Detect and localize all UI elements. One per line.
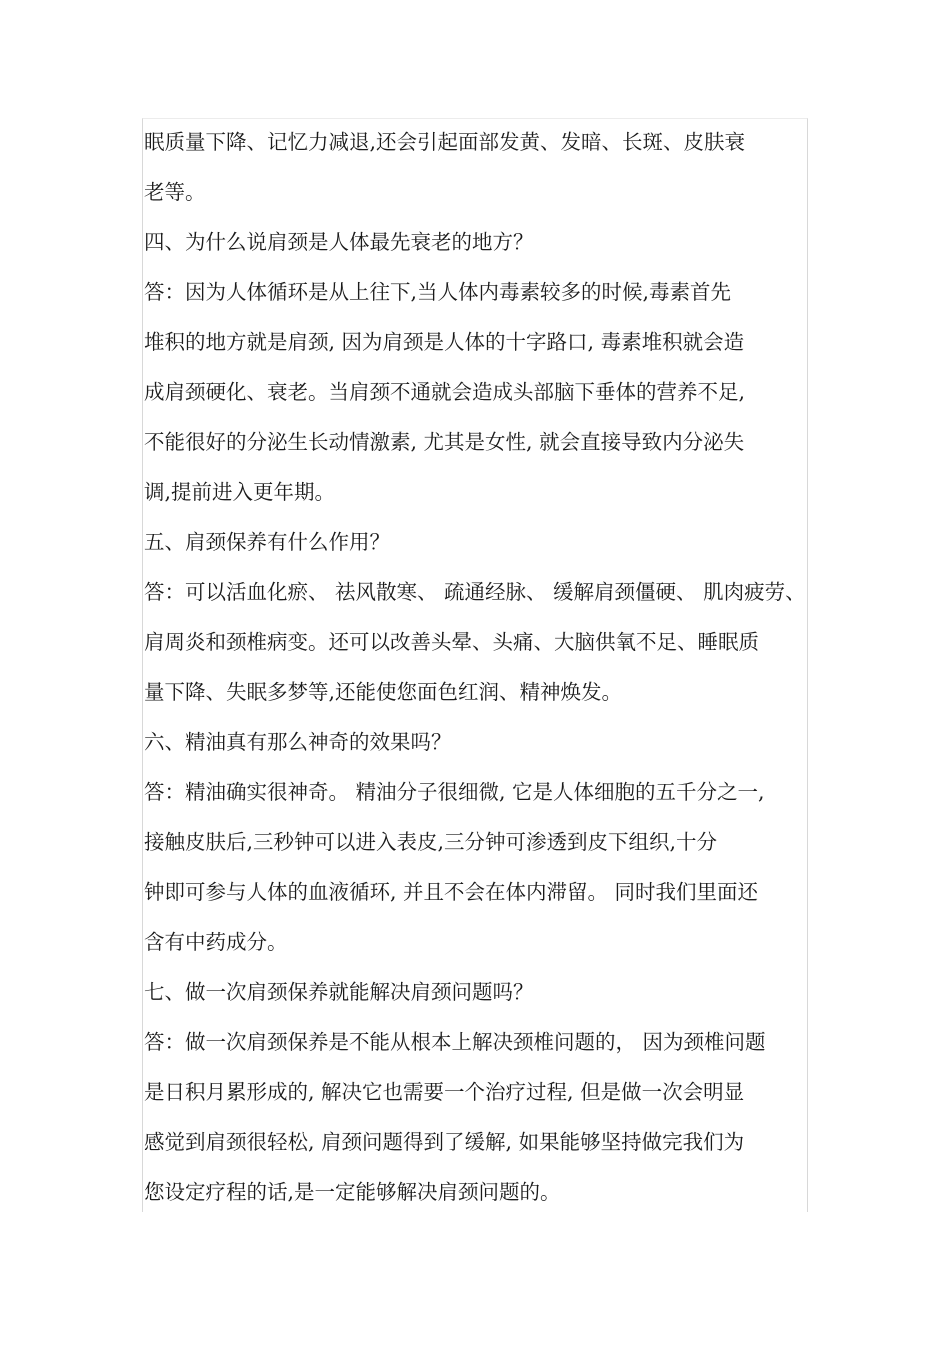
text-line: 量下降、失眠多梦等,还能使您面色红润、精神焕发。 (144, 680, 623, 704)
document-body (144, 125, 816, 1225)
text-line: 肩周炎和颈椎病变。还可以改善头晕、头痛、大脑供氧不足、睡眠质 (144, 630, 759, 654)
question-heading: 六、精油真有那么神奇的效果吗？ (144, 730, 452, 754)
text-line: 含有中药成分。 (144, 930, 288, 954)
text-line: 答：做一次肩颈保养是不能从根本上解决颈椎问题的， 因为颈椎问题 (144, 1030, 766, 1054)
question-heading: 五、肩颈保养有什么作用？ (144, 530, 390, 554)
text-line: 答：因为人体循环是从上往下,当人体内毒素较多的时候,毒素首先 (144, 280, 732, 304)
text-line: 钟即可参与人体的血液循环, 并且不会在体内滞留。 同时我们里面还 (144, 880, 759, 904)
text-line: 您设定疗程的话,是一定能够解决肩颈问题的。 (144, 1180, 561, 1204)
text-line: 答：可以活血化瘀、 祛风散寒、 疏通经脉、 缓解肩颈僵硬、 肌肉疲劳、 (144, 580, 806, 604)
question-heading: 七、做一次肩颈保养就能解决肩颈问题吗？ (144, 980, 534, 1004)
text-line: 是日积月累形成的, 解决它也需要一个治疗过程, 但是做一次会明显 (144, 1080, 745, 1104)
text-line: 成肩颈硬化、衰老。当肩颈不通就会造成头部脑下垂体的营养不足, (144, 380, 746, 404)
text-line: 堆积的地方就是肩颈, 因为肩颈是人体的十字路口, 毒素堆积就会造 (144, 330, 745, 354)
text-line: 答：精油确实很神奇。 精油分子很细微, 它是人体细胞的五千分之一, (144, 780, 765, 804)
text-line: 感觉到肩颈很轻松, 肩颈问题得到了缓解, 如果能够坚持做完我们为 (144, 1130, 745, 1154)
text-line: 接触皮肤后,三秒钟可以进入表皮,三分钟可渗透到皮下组织,十分 (144, 830, 718, 854)
text-line: 调,提前进入更年期。 (144, 480, 336, 504)
question-heading: 四、为什么说肩颈是人体最先衰老的地方？ (144, 230, 534, 254)
text-line: 不能很好的分泌生长动情激素, 尤其是女性, 就会直接导致内分泌失 (144, 430, 745, 454)
text-line: 眠质量下降、记忆力减退,还会引起面部发黄、发暗、长斑、皮肤衰 (144, 130, 746, 154)
text-line: 老等。 (144, 180, 206, 204)
